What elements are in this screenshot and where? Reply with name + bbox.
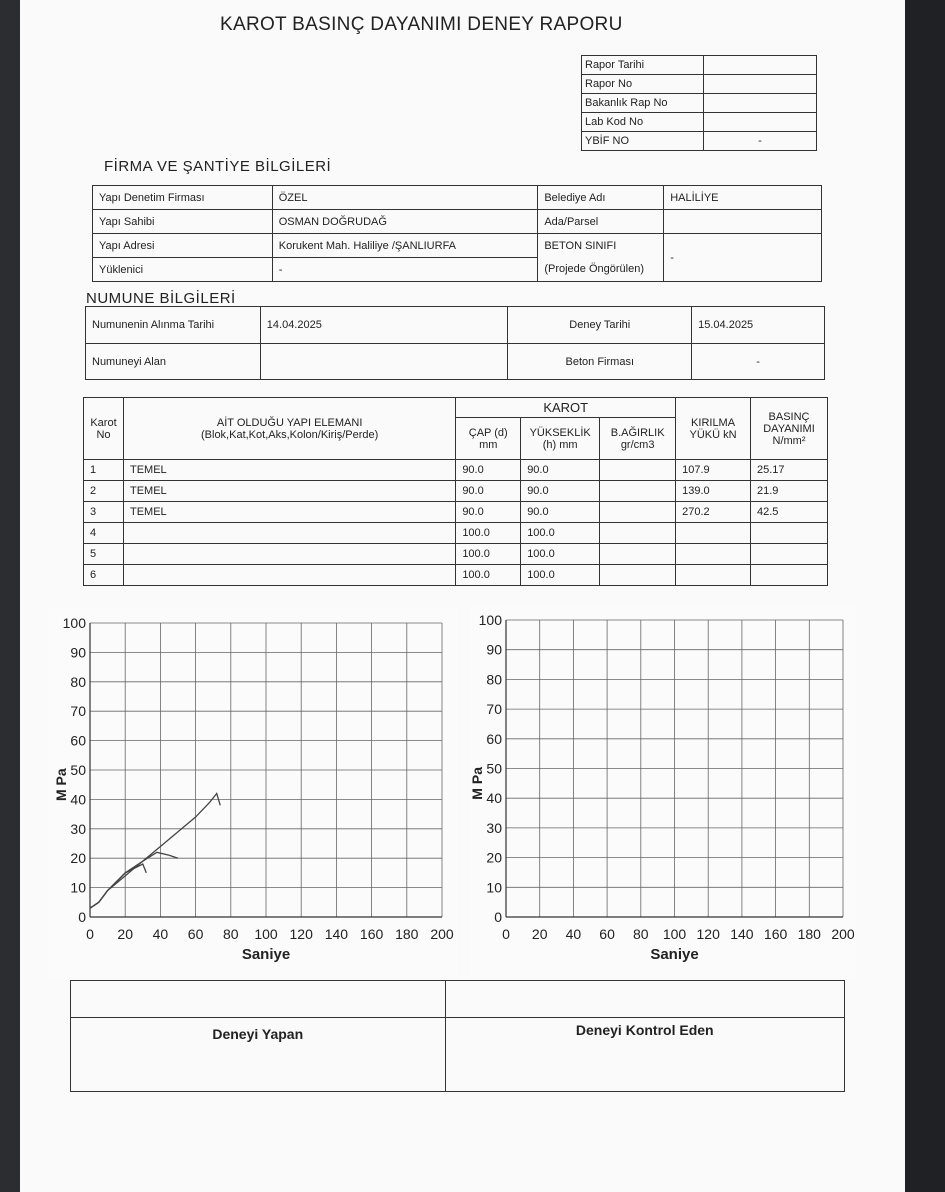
cell-cap: 100.0 bbox=[456, 523, 521, 544]
y-tick-label: 0 bbox=[494, 909, 502, 925]
cell-karot-no: 3 bbox=[84, 502, 124, 523]
cell-basinc: 25.17 bbox=[751, 460, 828, 481]
ada-parsel-label: Ada/Parsel bbox=[538, 210, 664, 234]
yapi-sahibi-label: Yapı Sahibi bbox=[93, 210, 273, 234]
col-cap: ÇAP (d) mm bbox=[456, 418, 521, 460]
x-axis-label: Saniye bbox=[241, 946, 291, 963]
cell-karot-no: 5 bbox=[84, 544, 124, 565]
cell-basinc bbox=[751, 544, 828, 565]
y-tick-label: 30 bbox=[486, 819, 502, 836]
cell-agirlik bbox=[600, 481, 676, 502]
table-row bbox=[84, 502, 828, 523]
cell-karot-no: 6 bbox=[84, 565, 124, 586]
yapi-sahibi-value: OSMAN DOĞRUDAĞ bbox=[272, 210, 538, 234]
y-tick-label: 40 bbox=[486, 790, 502, 807]
y-tick-label: 70 bbox=[70, 703, 86, 720]
yapi-adresi-value: Korukent Mah. Haliliye /ŞANLIURFA bbox=[272, 234, 538, 258]
cell-kirilma: 139.0 bbox=[676, 481, 751, 502]
cell-element: TEMEL bbox=[123, 481, 455, 502]
x-tick-label: 200 bbox=[831, 926, 855, 942]
cell-cap: 90.0 bbox=[456, 502, 521, 523]
beton-sinifi-value: - bbox=[664, 234, 822, 282]
samples-table bbox=[83, 397, 828, 586]
x-tick-label: 100 bbox=[662, 926, 687, 942]
deney-tarihi-value: 15.04.2025 bbox=[692, 307, 825, 344]
y-tick-label: 90 bbox=[486, 641, 502, 658]
yapi-adresi-label: Yapı Adresi bbox=[93, 234, 273, 258]
numune-table bbox=[85, 306, 825, 380]
y-tick-label: 50 bbox=[486, 760, 502, 777]
ada-parsel-value bbox=[664, 210, 822, 234]
report-meta-row bbox=[582, 132, 817, 151]
report-meta-value bbox=[704, 75, 817, 94]
cell-yukseklik: 90.0 bbox=[521, 502, 600, 523]
x-tick-label: 60 bbox=[187, 926, 204, 942]
report-meta-row bbox=[582, 56, 817, 75]
table-row bbox=[84, 460, 828, 481]
x-tick-label: 160 bbox=[359, 926, 384, 942]
cell-yukseklik: 100.0 bbox=[521, 544, 600, 565]
report-meta-label: Rapor No bbox=[582, 75, 704, 94]
belediye-value: HALİLİYE bbox=[664, 186, 822, 210]
signature-top-left bbox=[71, 981, 446, 1018]
y-tick-label: 100 bbox=[62, 615, 86, 631]
cell-karot-no: 2 bbox=[84, 481, 124, 502]
belediye-label: Belediye Adı bbox=[538, 186, 664, 210]
numuneyi-alan-label: Numuneyi Alan bbox=[86, 344, 261, 380]
yuklenici-label: Yüklenici bbox=[93, 258, 273, 282]
report-meta-value bbox=[704, 94, 817, 113]
y-axis-label: M Pa bbox=[470, 767, 485, 800]
cell-basinc: 42.5 bbox=[751, 502, 828, 523]
cell-element bbox=[123, 523, 455, 544]
deneyi-yapan: Deneyi Yapan bbox=[71, 1018, 446, 1092]
cell-element: TEMEL bbox=[123, 502, 455, 523]
cell-yukseklik: 100.0 bbox=[521, 565, 600, 586]
cell-cap: 100.0 bbox=[456, 544, 521, 565]
y-tick-label: 50 bbox=[70, 762, 86, 778]
report-meta-label: Rapor Tarihi bbox=[582, 56, 704, 75]
cell-agirlik bbox=[600, 502, 676, 523]
x-tick-label: 60 bbox=[599, 926, 615, 942]
y-tick-label: 60 bbox=[70, 732, 86, 749]
firma-heading: FİRMA VE ŞANTİYE BİLGİLERİ bbox=[104, 158, 332, 175]
page-title: KAROT BASINÇ DAYANIMI DENEY RAPORU bbox=[220, 14, 623, 35]
y-tick-label: 20 bbox=[70, 850, 86, 867]
col-element-line2: (Blok,Kat,Kot,Aks,Kolon/Kiriş/Perde) bbox=[201, 428, 379, 441]
cell-element: TEMEL bbox=[123, 460, 455, 481]
x-tick-label: 180 bbox=[797, 926, 821, 942]
cell-kirilma: 107.9 bbox=[676, 460, 751, 481]
signature-top-right bbox=[445, 981, 844, 1018]
x-tick-label: 140 bbox=[730, 926, 754, 942]
cell-element bbox=[123, 544, 455, 565]
x-tick-label: 80 bbox=[223, 926, 239, 942]
x-tick-label: 140 bbox=[324, 926, 349, 942]
col-yukseklik: YÜKSEKLİK (h) mm bbox=[521, 418, 600, 460]
y-axis-label: M Pa bbox=[53, 768, 69, 802]
chart-left bbox=[48, 607, 458, 982]
projede-label: (Projede Öngörülen) bbox=[538, 258, 664, 282]
series-line bbox=[90, 864, 146, 908]
yapi-denetim-label: Yapı Denetim Firması bbox=[93, 186, 273, 210]
report-meta-value: - bbox=[704, 132, 817, 151]
x-tick-label: 40 bbox=[152, 926, 169, 942]
x-tick-label: 0 bbox=[502, 926, 510, 942]
alinma-tarihi-label: Numunenin Alınma Tarihi bbox=[86, 307, 261, 344]
cell-basinc: 21.9 bbox=[751, 481, 828, 502]
cell-element bbox=[123, 565, 455, 586]
chart-right-svg bbox=[470, 604, 855, 982]
table-row bbox=[84, 523, 828, 544]
beton-sinifi-label: BETON SINIFI bbox=[538, 234, 664, 258]
y-tick-label: 40 bbox=[70, 791, 86, 808]
report-meta-label: Lab Kod No bbox=[582, 113, 704, 132]
numuneyi-alan-value bbox=[260, 344, 508, 380]
col-kirilma: KIRILMA YÜKÜ kN bbox=[676, 398, 751, 460]
deney-tarihi-label: Deney Tarihi bbox=[508, 307, 692, 344]
cell-agirlik bbox=[600, 544, 676, 565]
y-tick-label: 30 bbox=[70, 820, 86, 837]
table-row bbox=[84, 565, 828, 586]
series-line bbox=[90, 852, 178, 908]
x-tick-label: 0 bbox=[86, 926, 94, 942]
cell-cap: 100.0 bbox=[456, 565, 521, 586]
cell-karot-no: 1 bbox=[84, 460, 124, 481]
series-line bbox=[90, 794, 220, 909]
y-tick-label: 0 bbox=[78, 909, 86, 925]
cell-yukseklik: 90.0 bbox=[521, 460, 600, 481]
report-meta-label: YBİF NO bbox=[582, 132, 704, 151]
cell-kirilma bbox=[676, 544, 751, 565]
cell-karot-no: 4 bbox=[84, 523, 124, 544]
col-agirlik: B.AĞIRLIK gr/cm3 bbox=[600, 418, 676, 460]
col-element bbox=[123, 398, 455, 460]
signature-table bbox=[70, 980, 845, 1092]
x-tick-label: 180 bbox=[395, 926, 419, 942]
report-meta-value bbox=[704, 113, 817, 132]
x-tick-label: 160 bbox=[763, 926, 788, 942]
col-karot: KAROT bbox=[456, 398, 676, 418]
cell-kirilma: 270.2 bbox=[676, 502, 751, 523]
chart-right bbox=[470, 604, 855, 982]
report-meta-table bbox=[581, 55, 817, 151]
x-axis-label: Saniye bbox=[650, 946, 699, 963]
numune-heading: NUMUNE BİLGİLERİ bbox=[86, 290, 236, 307]
chart-left-svg bbox=[48, 607, 458, 982]
alinma-tarihi-value: 14.04.2025 bbox=[260, 307, 508, 344]
x-tick-label: 200 bbox=[430, 926, 454, 942]
cell-cap: 90.0 bbox=[456, 481, 521, 502]
x-tick-label: 120 bbox=[289, 926, 313, 942]
table-row bbox=[84, 544, 828, 565]
cell-basinc bbox=[751, 523, 828, 544]
x-tick-label: 100 bbox=[254, 926, 278, 942]
beton-firmasi-value: - bbox=[692, 344, 825, 380]
cell-cap: 90.0 bbox=[456, 460, 521, 481]
report-meta-row bbox=[582, 113, 817, 132]
col-karot-no: Karot No bbox=[84, 398, 124, 460]
report-meta-row bbox=[582, 94, 817, 113]
y-tick-label: 60 bbox=[486, 730, 502, 747]
y-tick-label: 20 bbox=[486, 849, 502, 866]
cell-yukseklik: 100.0 bbox=[521, 523, 600, 544]
cell-agirlik bbox=[600, 460, 676, 481]
y-tick-label: 80 bbox=[70, 673, 86, 690]
y-tick-label: 10 bbox=[486, 879, 502, 896]
y-tick-label: 100 bbox=[478, 612, 502, 628]
firma-table bbox=[92, 185, 822, 282]
x-tick-label: 120 bbox=[696, 926, 720, 942]
y-tick-label: 80 bbox=[486, 671, 502, 688]
x-tick-label: 80 bbox=[633, 926, 649, 942]
x-tick-label: 20 bbox=[117, 926, 133, 942]
y-tick-label: 70 bbox=[486, 701, 502, 718]
cell-basinc bbox=[751, 565, 828, 586]
cell-agirlik bbox=[600, 523, 676, 544]
cell-yukseklik: 90.0 bbox=[521, 481, 600, 502]
x-tick-label: 40 bbox=[565, 926, 582, 942]
y-tick-label: 90 bbox=[70, 644, 86, 661]
background-edge bbox=[905, 0, 945, 1192]
y-tick-label: 10 bbox=[70, 879, 86, 896]
table-row bbox=[84, 481, 828, 502]
yapi-denetim-value: ÖZEL bbox=[272, 186, 538, 210]
cell-agirlik bbox=[600, 565, 676, 586]
cell-kirilma bbox=[676, 565, 751, 586]
report-meta-value bbox=[704, 56, 817, 75]
col-element-line1: AİT OLDUĞU YAPI ELEMANI bbox=[216, 416, 363, 429]
beton-firmasi-label: Beton Firması bbox=[508, 344, 692, 380]
report-meta-label: Bakanlık Rap No bbox=[582, 94, 704, 113]
yuklenici-value: - bbox=[272, 258, 538, 282]
report-meta-row bbox=[582, 75, 817, 94]
cell-kirilma bbox=[676, 523, 751, 544]
x-tick-label: 20 bbox=[531, 926, 548, 942]
deneyi-kontrol-eden: Deneyi Kontrol Eden bbox=[445, 1018, 844, 1092]
col-basinc: BASINÇ DAYANIMI N/mm² bbox=[751, 398, 828, 460]
